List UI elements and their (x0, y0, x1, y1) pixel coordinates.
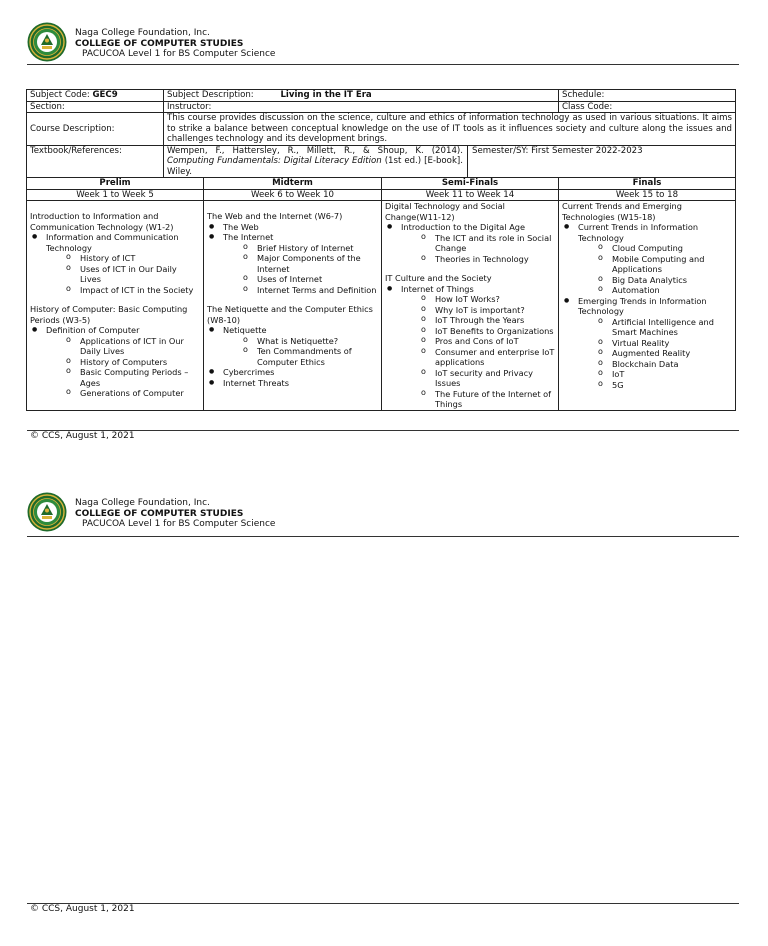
subtopic-item: o Internet Terms and Definition (223, 285, 378, 296)
topics-prelim (27, 201, 204, 411)
class-code-cell: Class Code: (559, 101, 736, 113)
term-semifinals: Semi-Finals (382, 178, 559, 190)
subtopic-item: o Why IoT is important? (401, 305, 555, 316)
subtopic-item: o Blockchain Data (578, 359, 732, 370)
topic-list (207, 222, 378, 296)
subtopic-item: o Basic Computing Periods – Ages (46, 367, 200, 388)
topic-section-title: Introduction to Information and Communication Technology (W1-2) (30, 211, 174, 232)
college-name: COLLEGE OF COMPUTER STUDIES (75, 508, 244, 519)
header-text (75, 498, 275, 530)
subtopic-item: o The ICT and its role in Social Change (401, 233, 555, 254)
term-prelim: Prelim (27, 178, 204, 190)
topic-section-title: The Web and the Internet (W6-7) (207, 211, 343, 221)
subtopic-item: o Ten Commandments of Computer Ethics (223, 346, 378, 367)
subtopic-item: o What is Netiquette? (223, 336, 378, 347)
topic-item: ● Emerging Trends in Information Technology o Artificial Intelligence and Smart Machines o Virtual Reality o Augmented Reality o Blockchain Data o IoT o 5G (562, 296, 732, 391)
topic-item: ● Current Trends in Information Technology o Cloud Computing o Mobile Computing and Applications o Big Data Analytics o Automation (562, 222, 732, 296)
subtopic-item: o Artificial Intelligence and Smart Machines (578, 317, 732, 338)
topic-item: ● Information and Communication Technology o History of ICT o Uses of ICT in Our Daily Lives o Impact of ICT in the Society (30, 232, 200, 295)
subtopic-item: o IoT Benefits to Organizations (401, 326, 555, 337)
topic-section-title: IT Culture and the Society (385, 273, 492, 283)
topic-section-title: The Netiquette and the Computer Ethics (W8-10) (207, 304, 373, 325)
seal-logo-icon (27, 22, 67, 62)
subtopic-item: o Mobile Computing and Applications (578, 254, 732, 275)
subtopic-item: o Augmented Reality (578, 348, 732, 359)
subtopic-item: o Pros and Cons of IoT (401, 336, 555, 347)
term-finals: Finals (559, 178, 736, 190)
topic-list (207, 325, 378, 388)
topic-item: ● Cybercrimes (207, 367, 378, 378)
subtopic-item: o Impact of ICT in the Society (46, 285, 200, 296)
topic-item: ● Internet Threats (207, 378, 378, 389)
section-cell: Section: (27, 101, 164, 113)
subtopic-list (46, 336, 200, 399)
term-midterm: Midterm (204, 178, 382, 190)
subtopic-item: o Consumer and enterprise IoT applications (401, 347, 555, 368)
textbook-cell (164, 145, 736, 178)
footer-text: © CCS, August 1, 2021 (30, 431, 135, 441)
row-textbook (27, 145, 736, 178)
page-2 (0, 470, 768, 946)
org-name: Naga College Foundation, Inc. (75, 498, 210, 508)
row-weeks (27, 189, 736, 201)
topic-list (30, 232, 200, 295)
course-desc-label: Course Description: (27, 113, 164, 146)
subtopic-item: o IoT (578, 369, 732, 380)
subtopic-item: o History of Computers (46, 357, 200, 368)
topics-semifinals (382, 201, 559, 411)
row-subject (27, 90, 736, 102)
subtopic-item: o Brief History of Internet (223, 243, 378, 254)
subtopic-item: o Major Components of the Internet (223, 253, 378, 274)
page-header (27, 492, 739, 534)
header-rule (27, 64, 739, 65)
textbook-reference: Wempen, F., Hattersley, R., Millett, R., & Shoup, K. (2014). Computing Fundamentals: Digital Literacy Edition (1st ed.) [E-book]. Wiley. (167, 146, 468, 178)
topics-midterm (204, 201, 382, 411)
row-course-desc (27, 113, 736, 146)
topic-list (385, 222, 555, 264)
header-rule (27, 536, 739, 537)
subtopic-item: o 5G (578, 380, 732, 391)
subtopic-item: o Theories in Technology (401, 254, 555, 265)
subject-desc-cell: Subject Description: Living in the IT Era (164, 90, 559, 102)
subtopic-item: o Uses of ICT in Our Daily Lives (46, 264, 200, 285)
footer-text: © CCS, August 1, 2021 (30, 904, 135, 914)
weeks-prelim: Week 1 to Week 5 (27, 189, 204, 201)
subtopic-list (223, 243, 378, 296)
weeks-midterm: Week 6 to Week 10 (204, 189, 382, 201)
subtopic-list (223, 336, 378, 368)
topic-item: ● Definition of Computer o Applications of ICT in Our Daily Lives o History of Computers o Basic Computing Periods – Ages o Generations of Computer (30, 325, 200, 399)
instructor-cell: Instructor: (164, 101, 559, 113)
subtopic-list (46, 253, 200, 295)
topic-list (30, 325, 200, 399)
subtopic-item: o The Future of the Internet of Things (401, 389, 555, 410)
subtopic-item: o History of ICT (46, 253, 200, 264)
topic-item: ● Netiquette o What is Netiquette? o Ten Commandments of Computer Ethics (207, 325, 378, 367)
accreditation: PACUCOA Level 1 for BS Computer Science (82, 519, 276, 529)
subtopic-item: o Big Data Analytics (578, 275, 732, 286)
topics-finals (559, 201, 736, 411)
subtopic-item: o Applications of ICT in Our Daily Lives (46, 336, 200, 357)
row-section (27, 101, 736, 113)
subtopic-item: o Uses of Internet (223, 274, 378, 285)
college-name: COLLEGE OF COMPUTER STUDIES (75, 38, 244, 49)
page-1 (0, 0, 768, 470)
subtopic-item: o Virtual Reality (578, 338, 732, 349)
page-header (27, 22, 739, 64)
textbook-label: Textbook/References: (27, 145, 164, 178)
accreditation: PACUCOA Level 1 for BS Computer Science (82, 49, 276, 59)
subject-desc: Living in the IT Era (280, 90, 372, 100)
subtopic-item: o How IoT Works? (401, 294, 555, 305)
topic-list (385, 284, 555, 410)
org-name: Naga College Foundation, Inc. (75, 28, 210, 38)
topic-list (562, 222, 732, 390)
course-desc: This course provides discussion on the science, culture and ethics of information technology as used in various situations. It aims to strike a balance between conceptual knowledge on the use of IT tools as it influences society and culture along the issues and challenges technology and its development brings. (164, 113, 736, 146)
row-topics (27, 201, 736, 411)
schedule-cell: Schedule: (559, 90, 736, 102)
subject-code-cell: Subject Code: GEC9 (27, 90, 164, 102)
subtopic-list (401, 294, 555, 410)
subtopic-item: o IoT Through the Years (401, 315, 555, 326)
subtopic-item: o Cloud Computing (578, 243, 732, 254)
subject-code: GEC9 (92, 90, 118, 100)
weeks-finals: Week 15 to 18 (559, 189, 736, 201)
weeks-semifinals: Week 11 to Week 14 (382, 189, 559, 201)
syllabus-table (26, 89, 736, 411)
topic-item: ● Introduction to the Digital Age o The ICT and its role in Social Change o Theories in Technology (385, 222, 555, 264)
topic-item: ● The Internet o Brief History of Internet o Major Components of the Internet o Uses of Internet o Internet Terms and Definition (207, 232, 378, 295)
subtopic-item: o Generations of Computer (46, 388, 200, 399)
subtopic-list (401, 233, 555, 265)
row-terms (27, 178, 736, 190)
subtopic-item: o Automation (578, 285, 732, 296)
subtopic-item: o IoT security and Privacy Issues (401, 368, 555, 389)
topic-section-title: Current Trends and Emerging Technologies (W15-18) (562, 201, 682, 222)
topic-section-title: History of Computer: Basic Computing Periods (W3-5) (30, 304, 188, 325)
subtopic-list (578, 243, 732, 296)
seal-logo-icon (27, 492, 67, 532)
semester: Semester/SY: First Semester 2022-2023 (472, 145, 643, 156)
header-text (75, 28, 275, 60)
subtopic-list (578, 317, 732, 391)
topic-item: ● The Web (207, 222, 378, 233)
topic-item: ● Internet of Things o How IoT Works? o Why IoT is important? o IoT Through the Years o IoT Benefits to Organizations o Pros and Cons of IoT o Consumer and enterprise IoT applications o IoT security and Privacy Issues o The Future of the Internet of Things (385, 284, 555, 410)
topic-section-title: Digital Technology and Social Change(W11-12) (385, 201, 505, 222)
